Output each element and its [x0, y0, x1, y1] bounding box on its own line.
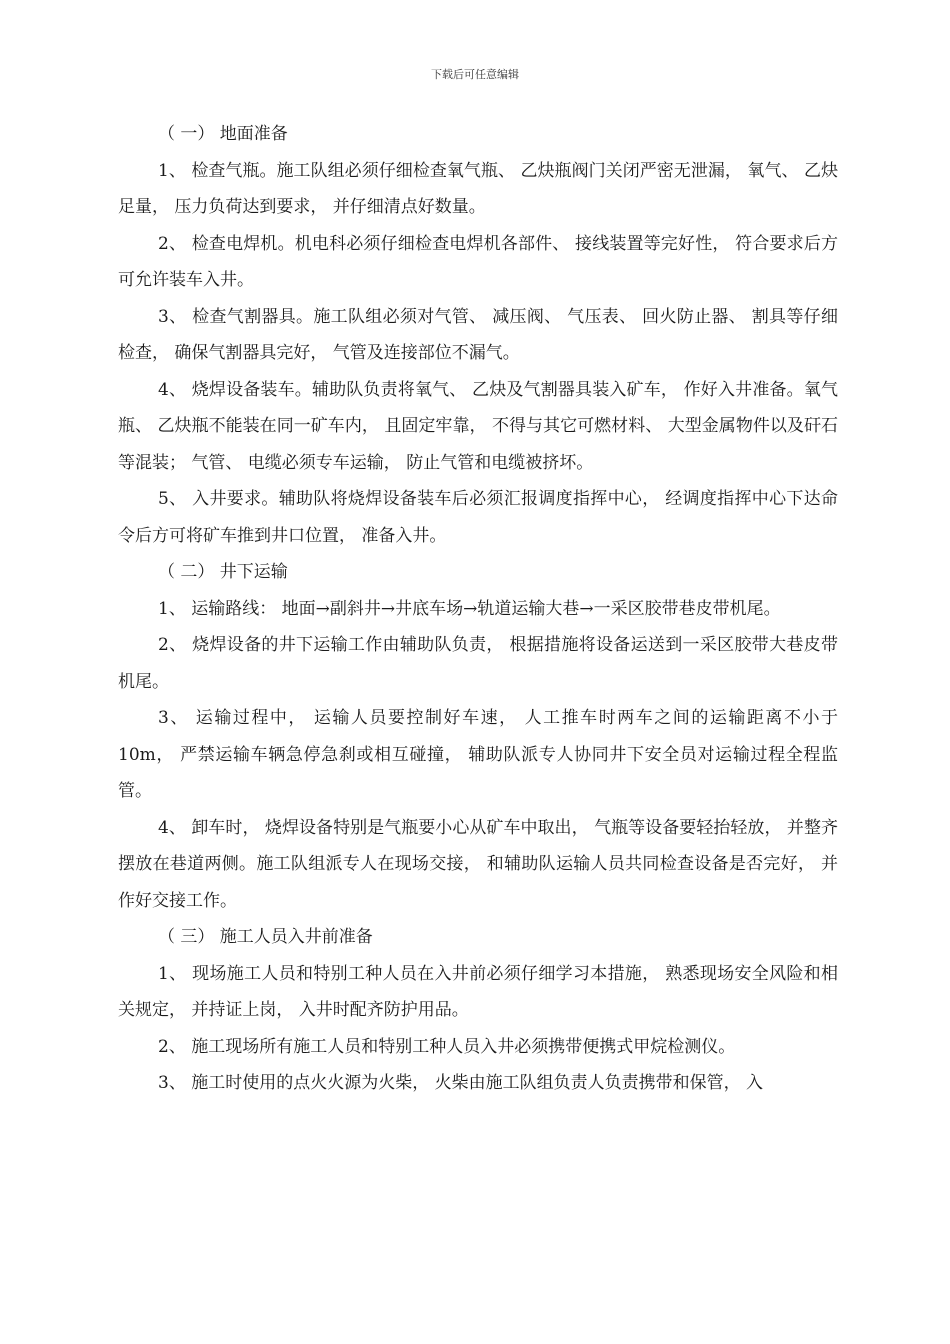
- document-body: [118, 116, 838, 1102]
- paragraph: 2、 检查电焊机。机电科必须仔细检查电焊机各部件、 接线装置等完好性， 符合要求后方可允许装车入井。: [118, 233, 838, 290]
- section-heading: （ 二） 井下运输: [158, 562, 288, 582]
- paragraph: 4、 烧焊设备装车。辅助队负责将氧气、 乙炔及气割器具装入矿车， 作好入井准备。氧气瓶、 乙炔瓶不能装在同一矿车内， 且固定牢靠， 不得与其它可燃材料、 大型金属物件以及矸石等混装； 气管、 电缆必须专车运输， 防止气管和电缆被挤坏。: [118, 379, 838, 473]
- paragraph: 2、 施工现场所有施工人员和特别工种人员入井必须携带便携式甲烷检测仪。: [158, 1036, 736, 1057]
- paragraph: 3、 运输过程中， 运输人员要控制好车速， 人工推车时两车之间的运输距离不小于 10m， 严禁运输车辆急停急刹或相互碰撞， 辅助队派专人协同井下安全员对运输过程全程监管。: [118, 708, 838, 801]
- page-header-note: 下载后可任意编辑: [431, 68, 519, 81]
- paragraph: 2、 烧焊设备的井下运输工作由辅助队负责， 根据措施将设备运送到一采区胶带大巷皮带机尾。: [118, 635, 838, 692]
- paragraph: 1、 现场施工人员和特别工种人员在入井前必须仔细学习本措施， 熟悉现场安全风险和相关规定， 并持证上岗， 入井时配齐防护用品。: [118, 963, 838, 1020]
- paragraph: 1、 检查气瓶。施工队组必须仔细检查氧气瓶、 乙炔瓶阀门关闭严密无泄漏， 氧气、 乙炔足量， 压力负荷达到要求， 并仔细清点好数量。: [118, 160, 838, 217]
- paragraph: 5、 入井要求。辅助队将烧焊设备装车后必须汇报调度指挥中心， 经调度指挥中心下达命令后方可将矿车推到井口位置， 准备入井。: [118, 489, 838, 546]
- paragraph: 4、 卸车时， 烧焊设备特别是气瓶要小心从矿车中取出， 气瓶等设备要轻抬轻放， 并整齐摆放在巷道两侧。施工队组派专人在现场交接， 和辅助队运输人员共同检查设备是否完好， 并作好交接工作。: [118, 817, 838, 911]
- section-heading: （ 三） 施工人员入井前准备: [158, 927, 373, 947]
- paragraph: 3、 检查气割器具。施工队组必须对气管、 减压阀、 气压表、 回火防止器、 割具等仔细检查， 确保气割器具完好， 气管及连接部位不漏气。: [118, 306, 838, 363]
- section-heading: （ 一） 地面准备: [158, 124, 288, 144]
- paragraph: 3、 施工时使用的点火火源为火柴， 火柴由施工队组负责人负责携带和保管， 入: [158, 1073, 764, 1093]
- paragraph: 1、 运输路线： 地面→副斜井→井底车场→轨道运输大巷→一采区胶带巷皮带机尾。: [158, 598, 781, 619]
